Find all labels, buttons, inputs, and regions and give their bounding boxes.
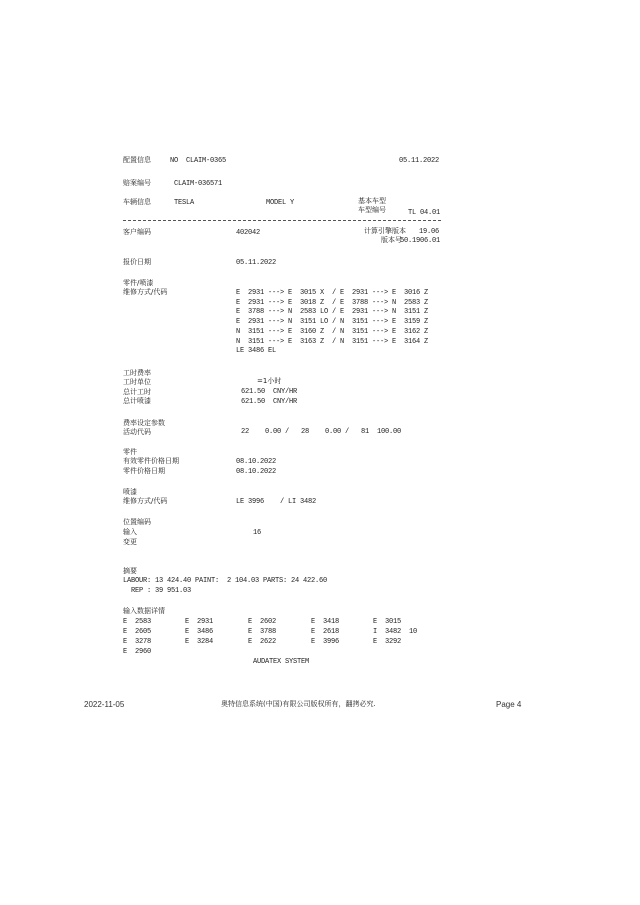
version-label: 版本号	[381, 236, 402, 244]
input-detail-cell: E 3278	[123, 638, 152, 646]
input-detail-cell: E 2931	[185, 618, 214, 626]
case-label: 赔案编号	[123, 179, 151, 187]
repair-line: E 2931 ---> E 3015 X / E 2931 ---> E 3016 Z	[236, 289, 429, 297]
input-detail-label: 输入数据详情	[123, 607, 165, 615]
config-label: 配置信息	[123, 156, 151, 164]
repair-line: N 3151 ---> E 3163 Z / N 3151 ---> E 3164 Z	[236, 337, 429, 346]
client-code-value: 402042	[236, 229, 261, 237]
labour-unit-value: =1小时	[257, 377, 282, 385]
input-detail-cell: E 2602	[248, 618, 277, 626]
parts-paint-label: 零件/喷漆	[123, 279, 154, 287]
input-detail-cell: E 2618	[311, 628, 340, 636]
footer-copyright: 奥特信息系统(中国)有限公司版权所有，翻拷必究.	[221, 700, 376, 708]
rate-params-label: 费率设定参数	[123, 419, 165, 427]
total-paint-label: 总计喷漆	[123, 397, 151, 405]
repair-line: LE 3486 EL	[236, 347, 277, 356]
repair-line: E 3788 ---> N 2583 LO / E 2931 ---> N 3151 Z	[236, 308, 429, 317]
repair-line: E 2931 ---> E 3018 Z / E 3788 ---> N 2583 Z	[236, 298, 429, 307]
total-labour-label: 总计工时	[123, 388, 151, 396]
config-value: NO CLAIM-0365	[170, 157, 227, 165]
client-code-label: 客户编码	[123, 228, 151, 236]
base-model-label: 基本车型	[358, 197, 386, 205]
model-code-label: 车型编号	[358, 206, 386, 214]
total-paint-value: 621.50 CNY/HR	[241, 398, 298, 406]
parts-label: 零件	[123, 448, 137, 456]
paint-label: 喷漆	[123, 488, 137, 496]
input-detail-cell: E 2605	[123, 628, 152, 636]
input-detail-cell: E 3996	[311, 638, 340, 646]
summary-line-2: REP : 39 951.03	[123, 587, 192, 595]
input-detail-cell: E 3418	[311, 618, 340, 626]
calc-engine-label: 计算引擎版本	[364, 227, 406, 235]
input-detail-cell: E 2622	[248, 638, 277, 646]
labour-rate-label: 工时费率	[123, 369, 151, 377]
repair-line: E 2931 ---> N 3151 LO / N 3151 ---> E 3159 Z	[236, 318, 429, 327]
model-code-value: TL 04.01	[408, 209, 441, 217]
footer-date: 2022-11-05	[84, 700, 125, 709]
paint-method-value: LE 3996 / LI 3482	[236, 498, 317, 506]
activity-code-values: 22 0.00 / 28 0.00 / 81 100.00	[241, 428, 402, 436]
input-detail-cell: E 3284	[185, 638, 214, 646]
position-change-label: 变更	[123, 538, 137, 546]
footer-page: Page 4	[496, 700, 522, 709]
dashed-divider	[123, 220, 441, 221]
paint-method-label: 维修方式/代码	[123, 497, 168, 505]
total-labour-value: 621.50 CNY/HR	[241, 388, 298, 396]
input-detail-cell: I 3482 10	[373, 628, 418, 636]
labour-unit-label: 工时单位	[123, 378, 151, 386]
input-detail-cell: E 3015	[373, 618, 402, 626]
vehicle-make: TESLA	[174, 199, 195, 207]
calc-engine-value: 19.06	[419, 228, 440, 236]
quote-date-label: 报价日期	[123, 258, 151, 266]
activity-code-label: 活动代码	[123, 428, 151, 436]
price-date-value: 08.10.2022	[236, 468, 277, 476]
input-detail-cell: E 2583	[123, 618, 152, 626]
input-detail-cell: E 3292	[373, 638, 402, 646]
repair-line: N 3151 ---> E 3160 Z / N 3151 ---> E 3162 Z	[236, 327, 429, 336]
document-date: 05.11.2022	[399, 157, 440, 165]
case-value: CLAIM-036571	[174, 180, 223, 188]
quote-date-value: 05.11.2022	[236, 259, 277, 267]
summary-label: 摘要	[123, 567, 137, 575]
repair-method-label: 维修方式/代码	[123, 288, 168, 296]
system-name: AUDATEX SYSTEM	[253, 658, 310, 666]
input-detail-cell: E 3788	[248, 628, 277, 636]
input-detail-cell: E 3486	[185, 628, 214, 636]
version-value: 50.1906.01	[400, 237, 441, 245]
vehicle-label: 车辆信息	[123, 198, 151, 206]
vehicle-model: MODEL Y	[266, 199, 295, 207]
position-input-label: 输入	[123, 528, 137, 536]
summary-line-1: LABOUR: 13 424.40 PAINT: 2 104.03 PARTS: 24 422.60	[123, 577, 328, 585]
valid-price-date-value: 08.10.2022	[236, 458, 277, 466]
input-detail-cell: E 2960	[123, 648, 152, 656]
valid-price-date-label: 有效零件价格日期	[123, 457, 179, 465]
position-input-value: 16	[253, 529, 262, 537]
position-code-label: 位置编码	[123, 518, 151, 526]
price-date-label: 零件价格日期	[123, 467, 165, 475]
